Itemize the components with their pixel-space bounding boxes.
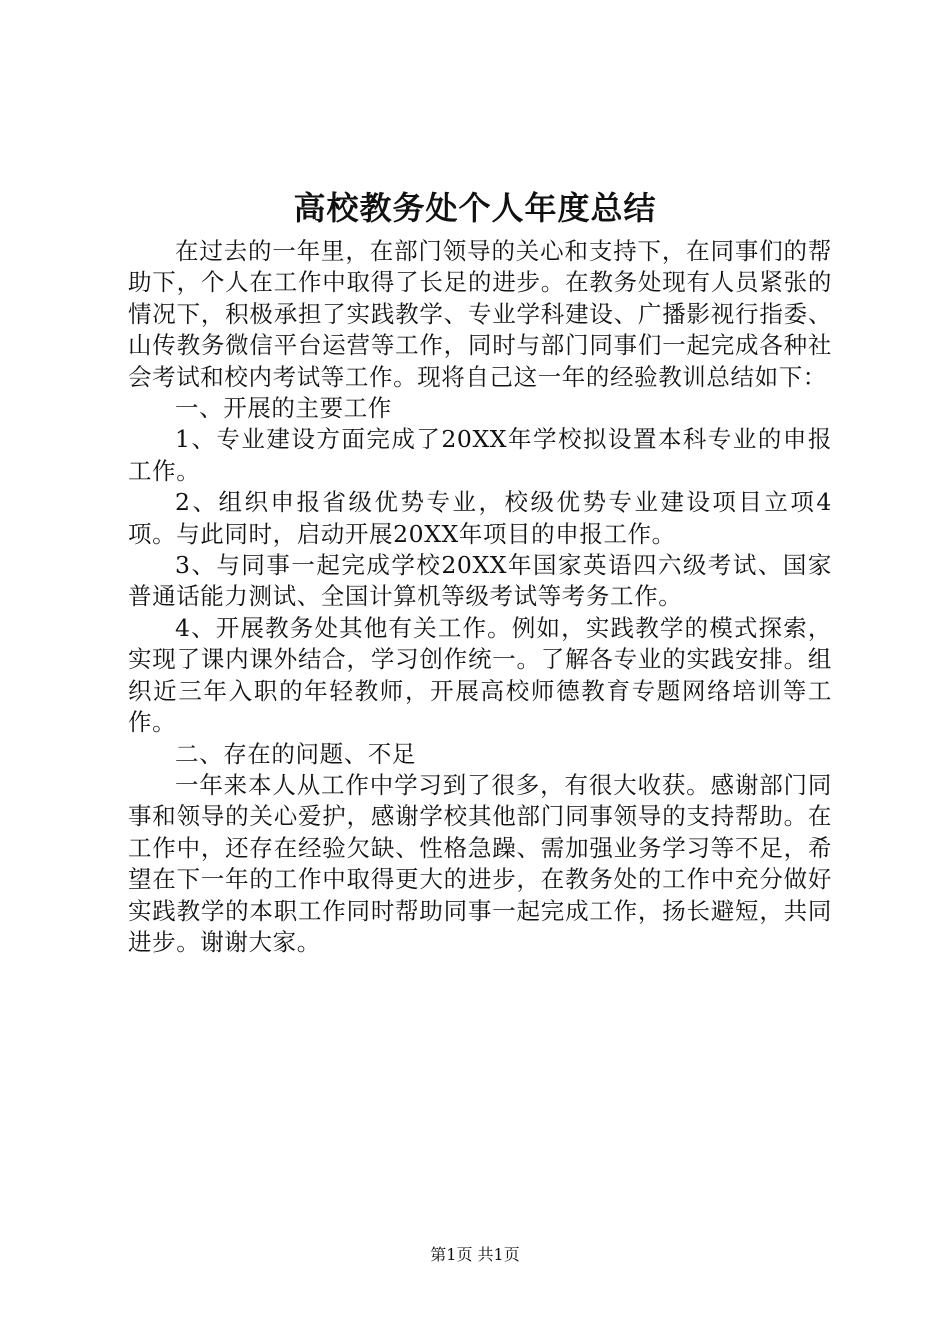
document-title: 高校教务处个人年度总结 (293, 189, 657, 227)
section-heading-problems: 二、存在的问题、不足 (175, 739, 416, 768)
work-item-2: 2、组织申报省级优势专业，校级优势专业建设项目立项4项。与此同时，启动开展20XX年项目的申报工作。 (128, 488, 832, 548)
page-number: 第1页 (430, 1245, 473, 1264)
section-heading-main-work: 一、开展的主要工作 (175, 394, 392, 423)
work-item-1: 1、专业建设方面完成了20XX年学校拟设置本科专业的申报工作。 (128, 425, 832, 485)
work-item-3: 3、与同事一起完成学校20XX年国家英语四六级考试、国家普通话能力测试、全国计算机等级考试等考务工作。 (128, 551, 832, 611)
closing-paragraph: 一年来本人从工作中学习到了很多，有很大收获。感谢部门同事和领导的关心爱护，感谢学校其他部门同事领导的支持帮助。在工作中，还存在经验欠缺、性格急躁、需加强业务学习等不足，希望在下一年的工作中取得更大的进步，在教务处的工作中充分做好实践教学的本职工作同时帮助同事一起完成工作，扬长避短，共同进步。谢谢大家。 (128, 770, 832, 956)
page-footer (0, 1243, 950, 1267)
page-total: 共1页 (477, 1245, 520, 1264)
intro-paragraph: 在过去的一年里，在部门领导的关心和支持下，在同事们的帮助下，个人在工作中取得了长足的进步。在教务处现有人员紧张的情况下，积极承担了实践教学、专业学科建设、广播影视行指委、山传教务微信平台运营等工作，同时与部门同事们一起完成各种社会考试和校内考试等工作。现将自己这一年的经验教训总结如下： (128, 237, 832, 391)
document-body (128, 236, 832, 958)
work-item-4: 4、开展教务处其他有关工作。例如，实践教学的模式探索，实现了课内课外结合，学习创作统一。了解各专业的实践安排。组织近三年入职的年轻教师，开展高校师德教育专题网络培训等工作。 (128, 613, 832, 737)
